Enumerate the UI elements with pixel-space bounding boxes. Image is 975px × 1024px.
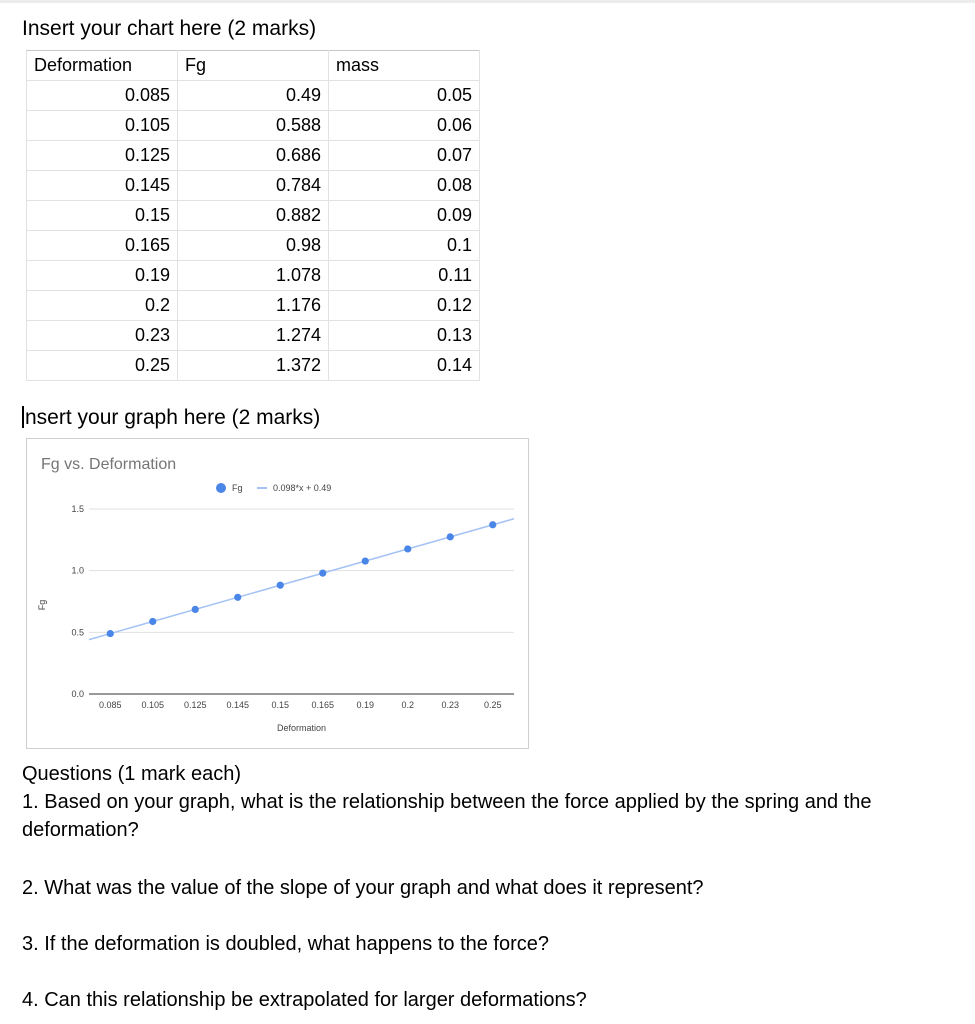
- table-row: [27, 81, 480, 111]
- scatter-chart[interactable]: [26, 438, 529, 749]
- table-header-row: [27, 51, 480, 81]
- question-1: 1. Based on your graph, what is the relationship between the force applied by the spring and the deformation?: [22, 791, 872, 841]
- x-tick-label: 0.15: [271, 700, 290, 710]
- x-tick-label: 0.145: [226, 700, 250, 710]
- legend-label-trendline: 0.098*x + 0.49: [273, 483, 332, 493]
- data-point: [447, 533, 454, 540]
- table-cell: 0.085: [27, 81, 178, 111]
- legend-label-fg: Fg: [232, 483, 243, 493]
- table-cell: 0.686: [178, 141, 329, 171]
- table-cell: 0.2: [27, 291, 178, 321]
- data-point: [277, 582, 284, 589]
- chart-section-heading: Insert your chart here (2 marks): [22, 17, 317, 40]
- data-point: [362, 557, 369, 564]
- table-header-cell: Fg: [178, 51, 329, 81]
- chart-title: Fg vs. Deformation: [41, 456, 177, 473]
- table-row: [27, 351, 480, 381]
- table-cell: 1.274: [178, 321, 329, 351]
- data-point: [149, 618, 156, 625]
- y-tick-label: 1.5: [71, 504, 84, 514]
- questions-heading: Questions (1 mark each): [22, 763, 241, 785]
- table-row: [27, 231, 480, 261]
- x-tick-label: 0.23: [441, 700, 460, 710]
- table-cell: 0.05: [329, 81, 480, 111]
- table-cell: 0.11: [329, 261, 480, 291]
- chart-canvas: [27, 439, 530, 750]
- table-cell: 0.1: [329, 231, 480, 261]
- table-cell: 0.12: [329, 291, 480, 321]
- text-cursor: [22, 406, 24, 428]
- table-cell: 1.372: [178, 351, 329, 381]
- top-divider: [0, 0, 975, 3]
- graph-section-heading-text: nsert your graph here (2 marks): [25, 406, 321, 429]
- table-cell: 0.105: [27, 111, 178, 141]
- question-3: 3. If the deformation is doubled, what happens to the force?: [22, 933, 550, 955]
- x-tick-label: 0.105: [141, 700, 165, 710]
- table-cell: 1.176: [178, 291, 329, 321]
- x-tick-label: 0.2: [401, 700, 415, 710]
- data-point: [234, 594, 241, 601]
- table-cell: 1.078: [178, 261, 329, 291]
- data-point: [319, 570, 326, 577]
- data-point: [404, 545, 411, 552]
- table-cell: 0.588: [178, 111, 329, 141]
- questions-section: [22, 760, 952, 1014]
- table-row: [27, 111, 480, 141]
- x-tick-label: 0.25: [483, 700, 502, 710]
- table-cell: 0.882: [178, 201, 329, 231]
- table-header-cell: Deformation: [27, 51, 178, 81]
- table-cell: 0.784: [178, 171, 329, 201]
- table-row: [27, 171, 480, 201]
- table-row: [27, 291, 480, 321]
- table-cell: 0.25: [27, 351, 178, 381]
- table-cell: 0.23: [27, 321, 178, 351]
- question-2: 2. What was the value of the slope of your graph and what does it represent?: [22, 877, 704, 899]
- data-table: [26, 50, 480, 381]
- table-cell: 0.14: [329, 351, 480, 381]
- x-tick-label: 0.19: [356, 700, 375, 710]
- legend-marker-fg: [216, 483, 226, 493]
- table-cell: 0.125: [27, 141, 178, 171]
- table-header-cell: mass: [329, 51, 480, 81]
- table-cell: 0.165: [27, 231, 178, 261]
- table-cell: 0.06: [329, 111, 480, 141]
- data-point: [192, 606, 199, 613]
- table-cell: 0.15: [27, 201, 178, 231]
- table-cell: 0.98: [178, 231, 329, 261]
- question-4: 4. Can this relationship be extrapolated for larger deformations?: [22, 989, 587, 1011]
- y-tick-label: 1.0: [71, 565, 84, 576]
- table-cell: 0.49: [178, 81, 329, 111]
- y-axis-label: Fg: [37, 599, 47, 611]
- table-cell: 0.145: [27, 171, 178, 201]
- table-cell: 0.19: [27, 261, 178, 291]
- x-axis-label: Deformation: [276, 723, 327, 733]
- x-tick-label: 0.085: [98, 700, 122, 710]
- table-row: [27, 141, 480, 171]
- table-row: [27, 201, 480, 231]
- x-tick-label: 0.165: [311, 700, 335, 710]
- y-tick-label: 0.5: [71, 627, 84, 638]
- table-cell: 0.13: [329, 321, 480, 351]
- table-row: [27, 261, 480, 291]
- y-tick-label: 0.0: [71, 689, 84, 699]
- table-cell: 0.08: [329, 171, 480, 201]
- table-row: [27, 321, 480, 351]
- data-point: [489, 521, 496, 528]
- x-tick-label: 0.125: [183, 700, 207, 710]
- data-point: [107, 630, 114, 637]
- graph-section-heading: [22, 405, 320, 431]
- table-cell: 0.09: [329, 201, 480, 231]
- table-cell: 0.07: [329, 141, 480, 171]
